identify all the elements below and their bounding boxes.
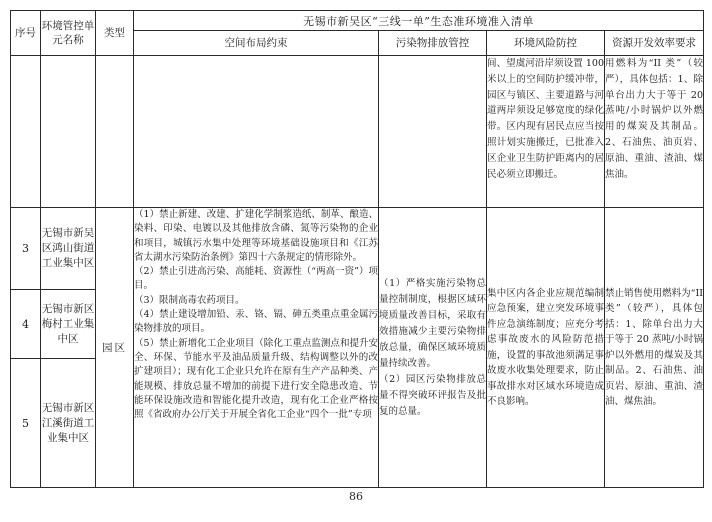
row-index-cell: 3	[11, 208, 41, 290]
page-number: 86	[349, 490, 363, 503]
column-header-unit-name: 环境管控单元名称	[41, 11, 96, 56]
column-header-spatial-layout: 空间布局约束	[134, 31, 379, 56]
column-header-index: 序号	[11, 11, 41, 56]
table-title: 无锡市新吴区“三线一单”生态准环境准入清单	[134, 11, 704, 31]
pollutant-item-1: （1）严格实施污染物总量控制制度，根据区域环境质量改善目标，采取有效措施减少主要污染物排放总量，确保区域环境质量持续改善。	[379, 277, 486, 369]
pollutant-item-2: （2）园区污染物排放总量不得突破环评报告及批复的总量。	[379, 373, 486, 417]
eco-admission-list-table	[10, 10, 704, 488]
spatial-layout-merged-cell	[134, 208, 379, 488]
column-header-type: 类型	[96, 11, 134, 56]
row-index-cell: 4	[11, 290, 41, 359]
unit-name-cell: 无锡市新吴区鸿山街道工业集中区	[41, 208, 96, 290]
spatial-item-5: （5）禁止新增化工企业项目（除化工重点监测点和提升安全、环保、节能水平及油品质量升级、结构调整以外的改扩建项目）；现有化工企业只允许在原有生产产品种类、产能规模、排放总量不增加的前提下进行安全隐患改造、节能环保设施改造和智能化提升改造，现有化工企业严格按照《省政府办公厅关于开展全省化工企业“四个一批”专项	[134, 337, 378, 421]
column-header-environmental-risk: 环境风险防控	[487, 31, 605, 56]
pollutant-discharge-merged-cell	[379, 208, 487, 488]
table-row	[11, 208, 704, 290]
empty-type-cell	[96, 56, 134, 208]
empty-pollutant-cell	[379, 56, 487, 208]
empty-index-cell	[11, 56, 41, 208]
column-header-resource-efficiency: 资源开发效率要求	[605, 31, 704, 56]
resource-efficiency-merged-cell: 禁止销售使用燃料为“II 类”（较严），具体包括：1、除单台出力大于等于 20 蒸吨/小时锅炉以外燃用的煤炭及其制品。2、石油焦、油页岩、原油、重油、渣油、煤焦油。	[605, 208, 704, 488]
spatial-item-3: （3）限制高毒农药项目。	[134, 294, 245, 306]
spatial-item-1: （1）禁止新建、改建、扩建化学制浆造纸、制革、酿造、染料、印染、电镀以及其他排放含磷、氮等污染物的企业和项目，城镇污水集中处理等环境基础设施项目和《江苏省太湖水污染防治条例》第四十六条规定的情形除外。	[134, 209, 378, 263]
spatial-item-4: （4）禁止建设增加铅、汞、铬、镉、砷五类重点重金属污染物排放的项目。	[134, 309, 378, 335]
resource-carryover-text: 用燃料为“II 类”（较严），具体包括：1、除单台出力大于等于 20 蒸吨/小时锅炉以外燃用的煤炭及其制品。2、石油焦、油页岩、原油、重油、渣油、煤焦油。	[605, 56, 704, 208]
carryover-row	[11, 56, 704, 208]
empty-unit-cell	[41, 56, 96, 208]
column-header-pollutant-discharge: 污染物排放管控	[379, 31, 487, 56]
row-index-cell: 5	[11, 359, 41, 488]
type-merged-cell: 园区	[96, 208, 134, 488]
environmental-risk-merged-cell: 集中区内各企业应规范编制应急预案，建立突发环境事件应急演练制度；应充分考虑事故废水的风险防范措施，设置的事故池须满足事故废水收集处理要求，防止事故排水对区域水环境造成不良影响。	[487, 208, 605, 488]
empty-spatial-cell	[134, 56, 379, 208]
unit-name-cell: 无锡市新区梅村工业集中区	[41, 290, 96, 359]
unit-name-cell: 无锡市新区江溪街道工业集中区	[41, 359, 96, 488]
spatial-item-2: （2）禁止引进高污染、高能耗、资源性（“两高一资”）项目。	[134, 266, 378, 292]
risk-carryover-text: 间、望虞河沿岸须设置 100 米以上的空间防护缓冲带，园区与镇区、主要道路与河道两岸须设足够宽度的绿化带。区内现有居民点应当按照计划实施搬迁，已批准入区企业卫生防护距离内的居民必须立即搬迁。	[487, 56, 605, 208]
